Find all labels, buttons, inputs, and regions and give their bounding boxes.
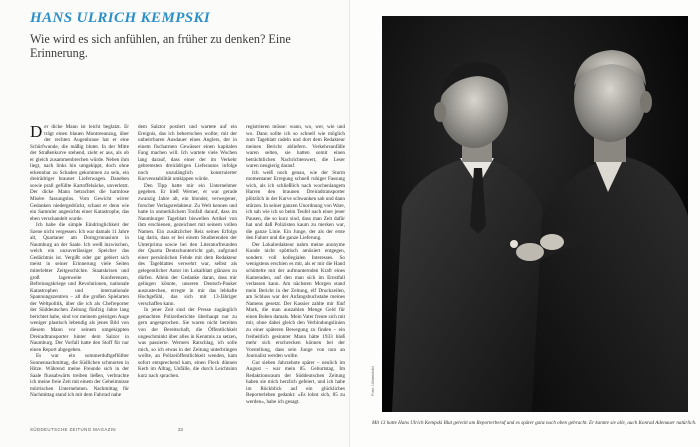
paragraph: Gut sieben Jahrzehnte später – neulich im August – war mein 85. Geburtstag. Im Redaktionsraum der Süddeutschen Zeitung haben sie mich herzlich gefeiert, und ich habe im Rückblick auf ein glückliches Reporterleben gedankt: »Es lohnt sich, 85 zu werden«, habe ich gesagt.	[246, 359, 345, 405]
drop-cap: D	[30, 124, 43, 141]
paragraph-text: er dicke Mann ist leicht beglatzt. Er trägt einen blauen Montreeanzug, über der rechten Augenbraue hat er eine Schürfwunde, die mäßig blutet. In der Mitte der Straßenkurve stehend, zieht er aus, als ob er gleich zusammenbrechen würde. Neben ihm liegt, nach links hin umgekippt, doch ohne erkennbar zu Schaden gekommen zu sein, ein dreirädriger brauner Lieferwagen. Daneben sowie prall gefüllte Kartoffelsäcke, unverletzt. Der dicke Mann betrachtet die harmlose Misére fassungslos. Vom Gewicht wirrer Gedanken niedergedrückt, schaut er denn wie ein Sammler angesichts einer Katastrophe, das eben verschandelt wurde.	[30, 124, 129, 222]
text-column-1	[30, 124, 129, 414]
photo-credit: Foto: Ullsteinbild	[370, 366, 375, 396]
paragraph: In jener Zeit sind der Presse zugänglich gemachten Polizeiberichte überhaupt nur zu gern angesprochen. Sie waren nicht bereiten von der Bereitschaft, die Öffentlichkeit ungeschminkt über alles in Kenntnis zu setzen, was passierte. Werners Ratschlag, ich solle mich, so ich etwas in der Zeitung unterbringen wollte, an Polizeiöffentlichkeit wenden, kam sofort entsprechend kam, einen Fleck dünnen Kerb im Alltag, Unfälle, die durch Leichtsinn kurz nach sprachen.	[138, 307, 237, 379]
text-column-3	[246, 124, 345, 414]
photo-illustration	[382, 16, 688, 412]
article-body	[30, 124, 360, 414]
magazine-name: SÜDDEUTSCHE ZEITUNG MAGAZIN	[30, 427, 116, 432]
text-column-2	[138, 124, 237, 414]
paragraph: Der Lokalredakteur nahm meine anonyme Kunde nicht spöttisch amüsiert entgegen, sondern voll kollegialen Interesses. So wenigstens erschien es mir, als er mir die Hand schüttelte mit der aufmunternden Kraft eines Kameraden, auf den man sich im Ernstfall verlassen kann. Am nächsten Morgen stand mein Bericht in der Zeitung, elf Druckzeilen, am Schluss war der Anfangsbuchstabe meines Namens gesetzt. Der Kassier zahlte mir fünf Mark, die man auszahlen Menge Geld für einen Buben damals. Mein Vater freute sich mit mir, ohne dabei gleich den Verbindungslinien zu einer späteren Bewegung zu finden – ein freiheitlich gesinnter Mann hätte 1933 bloß mehr sich erschrecken können bei der Vorstellung, dass sein Junge von nun an Journalist werden wollte.	[246, 241, 345, 360]
paragraph: Ich habe die simple Eindringlichkeit der Szene nicht vergessen. Ich war damals 11 Jahre alt, Quartaner am Domgymnasium in Naumburg an der Saale. Ich weiß inzwischen, welch ein unzuverlässiger Speicher das Gedächtnis ist. Vergißt oder gar gebiert sich meist in seiner Erinnerung viele Seiten miterlebter Zeitgeschichte. Staatskrisen und groß lagenweite Konferenzen, Befreiungskriege und Revolutionen, nationale Katastrophen und internationale Spannungszentren – all die großen Spielarten der Weltpolitik, über die ich als Chefreporter der Süddeutschen Zeitung fünfzig Jahre lang berichtet habe, sind vor meinem geistigen Auge weniger plastisch lebendig als jenes Bild von diesem Mann vor seinem umgekippten Dreiradtransporter hinter dem Salzor in Naumburg. Der Vorfall hatte den Stoff für nur einen Report abgegeben.	[30, 222, 129, 353]
page-number: 22	[178, 427, 184, 432]
paragraph: Ich weiß noch genau, wie der Sturm momentaner Erregung schnell ruhiger Fassung wich, als ich schließlich nach wochenlangem Harren den braunen Dreiradtransporter plötzlich in der Kurve schwanken sah und dann stürzen. In seiner ganzen Unordnung von Ware, ich sah wie ich so beim Teufel nach einer jener Pausen, die so kurz sind, dass man Zeit dafür hat und daß Polizisten kaum zu merken war, die ganze Linie. Ein Junge, der als der erste den Fahrer und die ganze Lieferung.	[246, 169, 345, 242]
photo-caption: Mit 13 hatte Hans Ulrich Kempski Blut geleckt am Reporterberuf und es später ganz nach oben gebracht. Er kannte sie alle, auch Konrad Adenauer natürlich.	[372, 420, 697, 426]
article-subtitle: Wie wird es sich anfühlen, an früher zu denken? Eine Erinnerung.	[30, 32, 291, 60]
author-headline: HANS ULRICH KEMPSKI	[30, 10, 211, 26]
paragraph	[30, 124, 129, 222]
black-white-photo	[382, 16, 688, 412]
paragraph: Den Tipp hatte mir ein Unternehmer gegeben. Er hieß Werner, er war gerade zwanzig Jahre alt, ein blonder, verwegener, forscher Verlagsredakteur. Zu Welt kennen und hatte in unmerklichem Tonfall darauf, dass im Naumburger Tageblatt biswellen Artikel von ihm erschienen, gezeichnet mit seinem vollen Namen. Ein zusätzlicher Reiz seines Erfolgs lag darin, dass er bei einem Studierenden der Unterprima sowie bei den Literaturfreunden der Quarta Deutschunterricht gab, aufgrund einer persönlichen Fehde mit dem Redakteur des Tageblattes verwehrt war, selbst als gelegentlicher Autor im Lokalblatt glänzen zu dürfen. Allein der Gedanke daran, dass mir gelingen könnte, unseren Deutsch-Pauker auszustechen, erregte in mir das lebhafte Hochgefühl, das sich mit 13-Jähriger verschaffen kann.	[138, 182, 237, 307]
paragraph: dem Salztor postiert und wartete auf ein Ereignis, das ich beherrschen wollte; mit der unbeirrbaren Ausdauer eines Anglers, der in einem fischarmen Gewässer einen kapitalen Fang machen will. Ich wartete viele Wochen lang darauf, dass einer der im Verkehr gebremsten dreirädrigen Lieferautos infolge noch unzulänglich konstruierter Kurvenstabilität umkippen würde.	[138, 124, 237, 183]
paragraph: Es war ein sommerduftgeflüllter Sonnennachmittag, die Südlichen schmorten in Hitze. Während meine Freunde sich in der Saale flussabwärts treiben ließen, verbrachte ich meine freie Zeit mit einem der Geheimnisse mürrischen Unternehmen. Nachmittag für Nachmittag stand ich mit dem Fahrrad nahe	[30, 353, 129, 399]
paragraph: registrieren müsse: wann, wo, wer, wie und wo. Dann sollte ich so schnell wie möglich zum Tageblatt radeln und dort dem Redakteur meinen Bericht abliefern. Verkehrsunfälle waren selten, sie hatten somit einen beträchtlichen Nachrichtenwert, die Leser waren neugierig darauf.	[246, 124, 345, 170]
